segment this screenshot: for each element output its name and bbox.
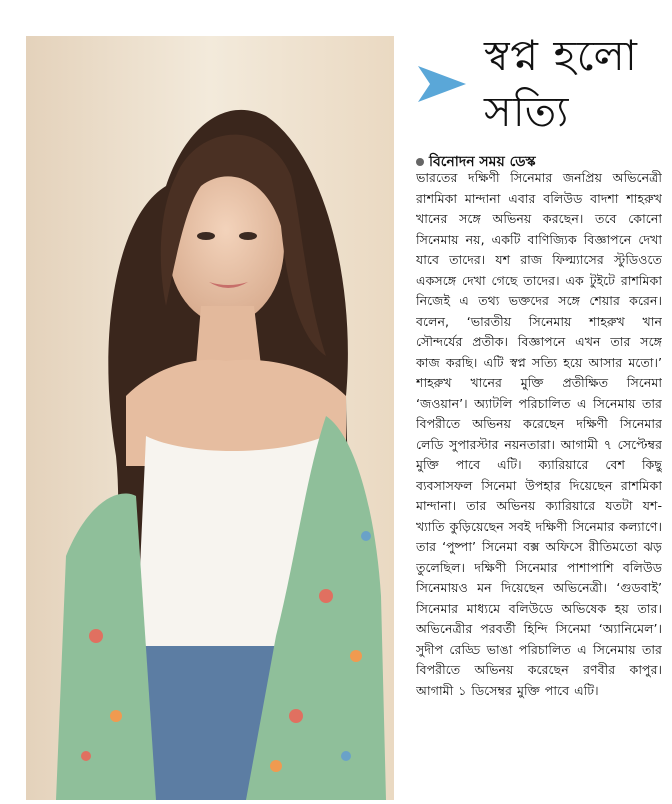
- article-body: ভারতের দক্ষিণী সিনেমার জনপ্রিয় অভিনেত্রী রাশমিকা মান্দানা এবার বলিউড বাদশা শাহরুখ খানের সঙ্গে অভিনয় করছেন। তবে কোনো সিনেমায় নয়, একটি বাণিজ্যিক বিজ্ঞাপনে দেখা যাবে তাদের। যশ রাজ ফিল্ম্যাসের স্টুডিওতে একসঙ্গে দেখা গেছে তাদের। এক টুইটে রাশমিকা নিজেই এ তথ্য ভক্তদের সঙ্গে শেয়ার করেন। বলেন, ‘ভারতীয় সিনেমায় শাহরুখ খান সৌন্দর্যের প্রতীক। বিজ্ঞাপনে এখন তার সঙ্গে কাজ করছি। এটি স্বপ্ন সত্যি হয়ে আসার মতো।’ শাহরুখ খানের মুক্তি প্রতীক্ষিত সিনেমা ‘জওয়ান’। অ্যাটলি পরিচালিত এ সিনেমায় তার বিপরীতে অভিনয় করেছেন দক্ষিণী সিনেমার লেডি সুপারস্টার নয়নতারা। আগামী ৭ সেপ্টেম্বর মুক্তি পাবে এটি। ক্যারিয়ারে বেশ কিছু ব্যবসাসফল সিনেমা উপহার দিয়েছেন রাশমিকা মান্দানা। তার অভিনয় ক্যারিয়ারে যতটা যশ-খ্যাতি কুড়িয়েছেন সবই দক্ষিণী সিনেমার কল্যাণে। তার ‘পুষ্পা’ সিনেমা বক্স অফিসে রীতিমতো ঝড় তুলেছিল। দক্ষিণী সিনেমার পাশাপাশি বলিউড সিনেমায়ও মন দিয়েছেন অভিনেত্রী। ‘গুডবাই’ সিনেমার মাধ্যমে বলিউডে অভিষেক হয় তার। অভিনেত্রীর পরবর্তী হিন্দি সিনেমা ‘অ্যানিমেল’। সুদীপ রেড্ডি ভাঙা পরিচালিত এ সিনেমায় তার বিপরীতে অভিনয় করেছেন রণবীর কাপুর। আগামী ১ ডিসেম্বর মুক্তি পাবে এটি।: [416, 170, 662, 698]
- article-headline: স্বপ্ন হলো সত্যি: [484, 31, 638, 136]
- portrait-illustration: [26, 36, 394, 800]
- arrow-icon: [416, 64, 468, 104]
- headline-block: [414, 28, 664, 148]
- bullet-icon: [416, 158, 424, 166]
- byline-text: বিনোদন সময় ডেস্ক: [429, 154, 536, 170]
- article-photo: [26, 36, 394, 800]
